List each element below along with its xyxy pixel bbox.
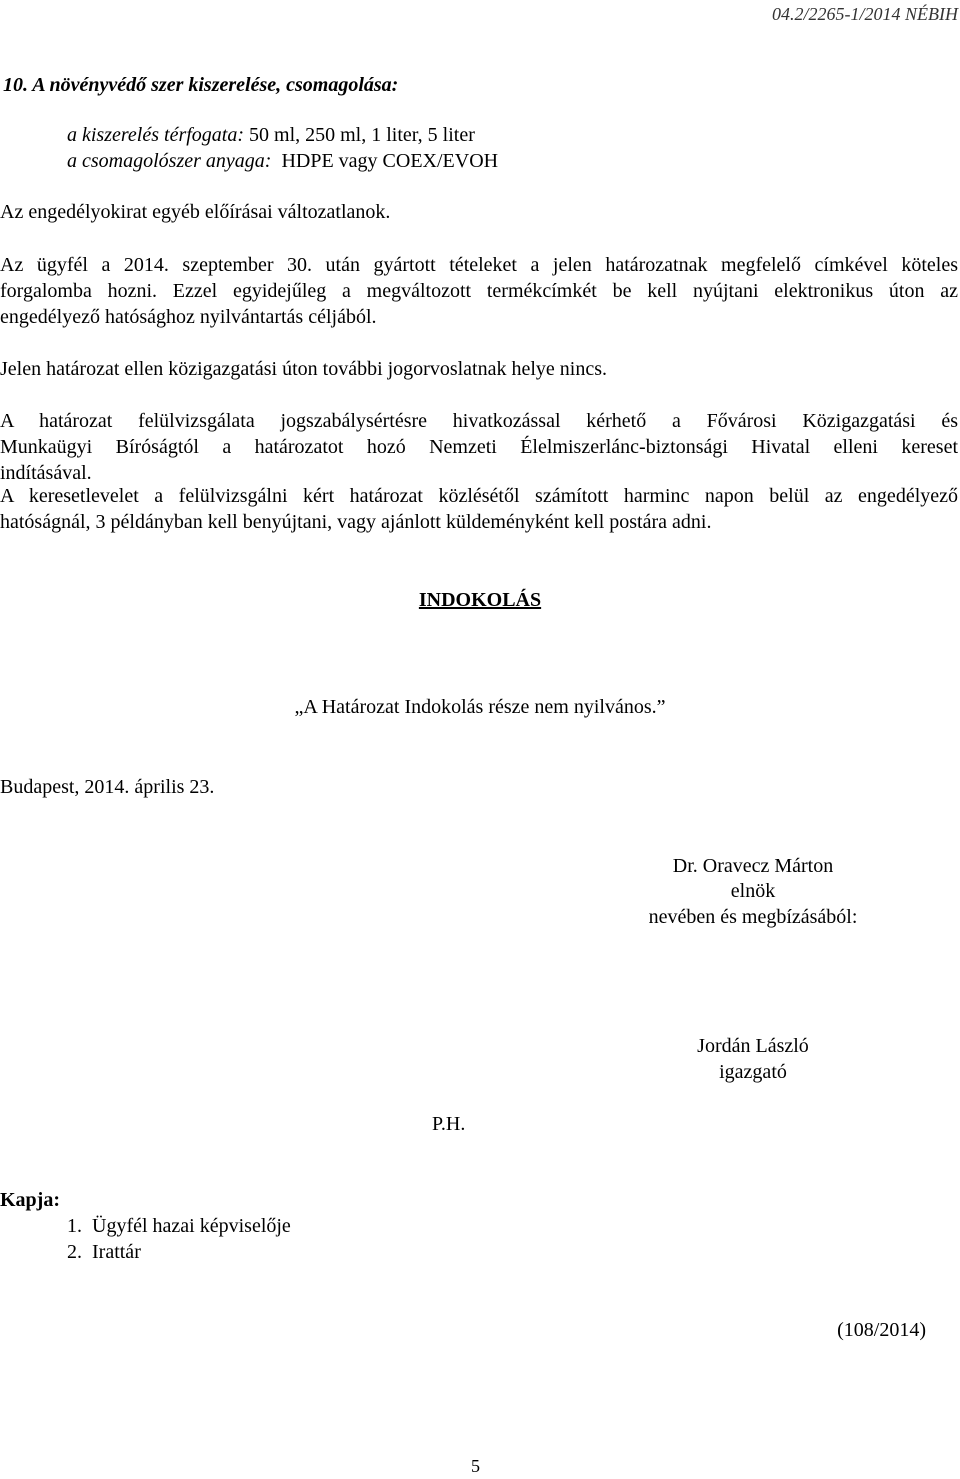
justification-title: INDOKOLÁS bbox=[418, 589, 542, 611]
paragraph-line: A keresetlevelet a felülvizsgálni kért határozat közlésétől számított harminc napon belül az engedélyező bbox=[0, 485, 958, 507]
recipients-label: Kapja: bbox=[0, 1189, 60, 1211]
signatory1-name: Dr. Oravecz Márton bbox=[672, 855, 834, 877]
document-reference: 04.2/2265-1/2014 NÉBIH bbox=[772, 4, 958, 24]
material-value: HDPE vagy COEX/EVOH bbox=[281, 150, 499, 172]
justification-text: „A Határozat Indokolás része nem nyilvános.” bbox=[294, 696, 666, 718]
volume-line bbox=[67, 122, 475, 148]
list-number: 1. bbox=[67, 1215, 82, 1237]
section-heading: 10. A növényvédő szer kiszerelése, csomagolása: bbox=[3, 74, 399, 96]
no-remedy-paragraph: Jelen határozat ellen közigazgatási úton további jogorvoslatnak helye nincs. bbox=[0, 358, 608, 380]
recipient-item bbox=[67, 1213, 291, 1239]
paragraph-line: Munkaügyi Bíróságtól a határozatot hozó Nemzeti Élelmiszerlánc-biztonsági Hivatal elleni kereset bbox=[0, 436, 958, 458]
signatory2-title: igazgató bbox=[719, 1061, 787, 1083]
recipient-item bbox=[67, 1239, 141, 1265]
paragraph-line: forgalomba hozni. Ezzel egyidejűleg a megváltozott termékcímkét be kell nyújtani elektronikus úton az bbox=[0, 280, 958, 302]
paragraph-line: A határozat felülvizsgálata jogszabálysértésre hivatkozással kérhető a Fővárosi Közigazgatási és bbox=[0, 410, 958, 432]
paragraph-line: engedélyező hatósághoz nyilvántartás céljából. bbox=[0, 306, 377, 328]
page-number: 5 bbox=[471, 1456, 480, 1476]
signatory2-name: Jordán László bbox=[697, 1035, 809, 1057]
paragraph-line: hatóságnál, 3 példányban kell benyújtani, vagy ajánlott küldeményként kell postára adni. bbox=[0, 511, 712, 533]
stamp-placeholder: P.H. bbox=[432, 1113, 466, 1135]
signatory1-note: nevében és megbízásából: bbox=[648, 906, 858, 928]
signatory1-title: elnök bbox=[730, 880, 776, 902]
unchanged-paragraph: Az engedélyokirat egyéb előírásai változatlanok. bbox=[0, 201, 391, 223]
paragraph-line: Az ügyfél a 2014. szeptember 30. után gyártott tételeket a jelen határozatnak megfelelő címkével köteles bbox=[0, 254, 958, 276]
recipient-text: Ügyfél hazai képviselője bbox=[92, 1215, 291, 1237]
paragraph-line: indításával. bbox=[0, 462, 92, 484]
material-label: a csomagolószer anyaga: bbox=[67, 150, 272, 172]
material-line bbox=[67, 148, 498, 174]
volume-value: 50 ml, 250 ml, 1 liter, 5 liter bbox=[249, 124, 475, 146]
place-date: Budapest, 2014. április 23. bbox=[0, 776, 215, 798]
recipient-text: Irattár bbox=[92, 1241, 141, 1263]
list-number: 2. bbox=[67, 1241, 82, 1263]
volume-label: a kiszerelés térfogata: bbox=[67, 124, 245, 146]
document-number: (108/2014) bbox=[837, 1319, 926, 1341]
